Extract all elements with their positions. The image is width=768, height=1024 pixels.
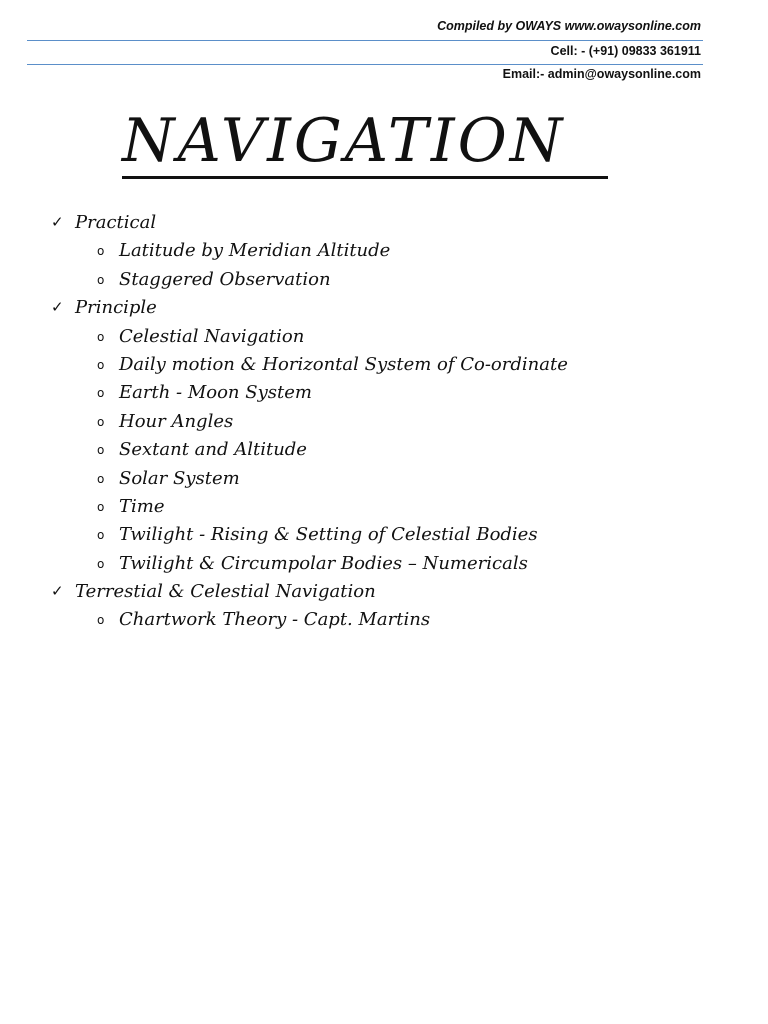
outline-subitem [0,408,768,436]
circle-bullet-icon: o [97,244,105,259]
outline-label: Hour Angles [119,410,234,432]
title-block [122,108,610,174]
outline-label: Earth - Moon System [119,382,312,404]
outline-label: Chartwork Theory - Capt. Martins [119,609,431,631]
circle-bullet-icon: o [97,499,105,514]
circle-bullet-icon: o [97,443,105,458]
outline-subitem [0,379,768,407]
header-rule-top [27,40,703,41]
circle-bullet-icon: o [97,272,105,287]
outline-section [0,578,768,606]
outline-label: Principle [75,297,157,319]
outline-subitem [0,606,768,634]
outline-label: Celestial Navigation [119,325,305,347]
checkmark-icon: ✓ [51,582,64,601]
outline-section [0,294,768,322]
outline-subitem [0,521,768,549]
email-line: Email:- admin@owaysonline.com [502,67,701,81]
outline-label: Practical [75,212,157,233]
checkmark-icon: ✓ [51,213,64,231]
outline-label: Sextant and Altitude [119,439,307,461]
outline-label: Staggered Observation [119,268,331,290]
outline-label: Daily motion & Horizontal System of Co-ordinate [119,353,568,375]
circle-bullet-icon: o [97,414,105,429]
circle-bullet-icon: o [97,471,105,486]
outline-subitem [0,436,768,464]
outline-label: Time [119,495,165,517]
outline-label: Twilight & Circumpolar Bodies – Numericals [119,552,528,574]
outline-label: Latitude by Meridian Altitude [119,240,391,262]
outline-subitem [0,237,768,265]
page-title: NAVIGATION [122,106,566,176]
topic-outline [0,209,768,635]
cell-phone-line: Cell: - (+91) 09833 361911 [550,44,701,58]
circle-bullet-icon: o [97,613,105,628]
outline-section [0,209,768,237]
circle-bullet-icon: o [97,556,105,571]
header-rule-bottom [27,64,703,65]
outline-label: Terrestial & Celestial Navigation [75,581,376,603]
outline-subitem [0,351,768,379]
outline-subitem [0,465,768,493]
circle-bullet-icon: o [97,528,105,543]
circle-bullet-icon: o [97,357,105,372]
outline-subitem [0,493,768,521]
outline-label: Twilight - Rising & Setting of Celestial Bodies [119,524,538,546]
circle-bullet-icon: o [97,329,105,344]
outline-label: Solar System [119,467,240,489]
outline-subitem [0,266,768,294]
outline-subitem [0,550,768,578]
checkmark-icon: ✓ [51,298,64,317]
compiled-by-line: Compiled by OWAYS www.owaysonline.com [437,19,701,33]
title-underline [122,176,608,179]
outline-subitem [0,323,768,351]
circle-bullet-icon: o [97,386,105,401]
